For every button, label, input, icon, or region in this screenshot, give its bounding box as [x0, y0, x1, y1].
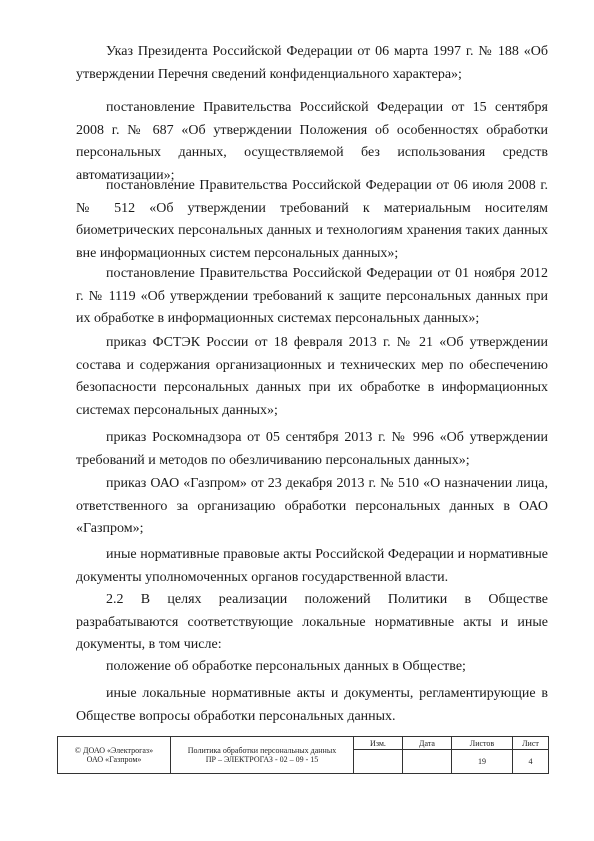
paragraph-order-gazprom-510: приказ ОАО «Газпром» от 23 декабря 2013 г. № 510 «О назначении лица, ответственного за организацию обработки персональных данных в ОАО «Газпром»; — [76, 476, 548, 536]
paragraph-order-rkn-996: приказ Роскомнадзора от 05 сентября 2013 г. № 996 «Об утверждении требований и методов по обезличиванию персональных данных»; — [76, 430, 548, 468]
footer-owner-cell — [58, 737, 171, 774]
footer-value-data — [403, 750, 452, 774]
paragraph-resolution-1119: постановление Правительства Российской Федерации от 01 ноября 2012 г. № 1119 «Об утверждении требований к защите персональных данных при их обработке в информационных системах персональных данных»; — [76, 266, 548, 326]
paragraph-decree-188: Указ Президента Российской Федерации от 06 марта 1997 г. № 188 «Об утверждении Перечня сведений конфиденциального характера»; — [76, 44, 548, 82]
footer-doc-code: ПР – ЭЛЕКТРОГАЗ - 02 – 09 - 15 — [205, 755, 319, 764]
footer-header-izm: Изм. — [354, 737, 403, 750]
footer-owner-line2: ОАО «Газпром» — [86, 755, 142, 764]
footer-header-listov: Листов — [452, 737, 513, 750]
paragraph-other-normative-acts: иные нормативные правовые акты Российской Федерации и нормативные документы уполномоченных органов государственной власти. — [76, 547, 548, 585]
footer-doc-title: Политика обработки персональных данных — [187, 746, 337, 755]
paragraph-order-fstek-21: приказ ФСТЭК России от 18 февраля 2013 г. № 21 «Об утверждении состава и содержания организационных и технических мер по обеспечению безопасности персональных данных при их обработке в информационных системах персональных данных»; — [76, 335, 548, 418]
footer-value-izm — [354, 750, 403, 774]
footer-header-data: Дата — [403, 737, 452, 750]
footer-header-list: Лист — [513, 737, 549, 750]
footer-value-list: 4 — [513, 750, 549, 774]
footer-owner-line1: © ДОАО «Электрогаз» — [74, 746, 154, 755]
paragraph-local-acts-item: иные локальные нормативные акты и документы, регламентирующие в Обществе вопросы обработки персональных данных. — [76, 686, 548, 724]
footer-title-cell — [171, 737, 354, 774]
paragraph-resolution-512: постановление Правительства Российской Федерации от 06 июля 2008 г. № 512 «Об утверждении требований к материальным носителям биометрических персональных данных и технологиям хранения таких данных вне информационных систем персональных данных»; — [76, 178, 548, 261]
paragraph-resolution-687: постановление Правительства Российской Федерации от 15 сентября 2008 г. № 687 «Об утверждении Положения об особенностях обработки персональных данных, осуществляемой без использования средств автоматизации»; — [76, 100, 548, 183]
footer-value-listov: 19 — [452, 750, 513, 774]
paragraph-regulation-item: положение об обработке персональных данных в Обществе; — [106, 659, 466, 674]
paragraph-section-2-2: 2.2 В целях реализации положений Политики в Обществе разрабатываются соответствующие локальные нормативные акты и иные документы, в том числе: — [76, 592, 548, 652]
footer-stamp-table — [57, 736, 549, 774]
